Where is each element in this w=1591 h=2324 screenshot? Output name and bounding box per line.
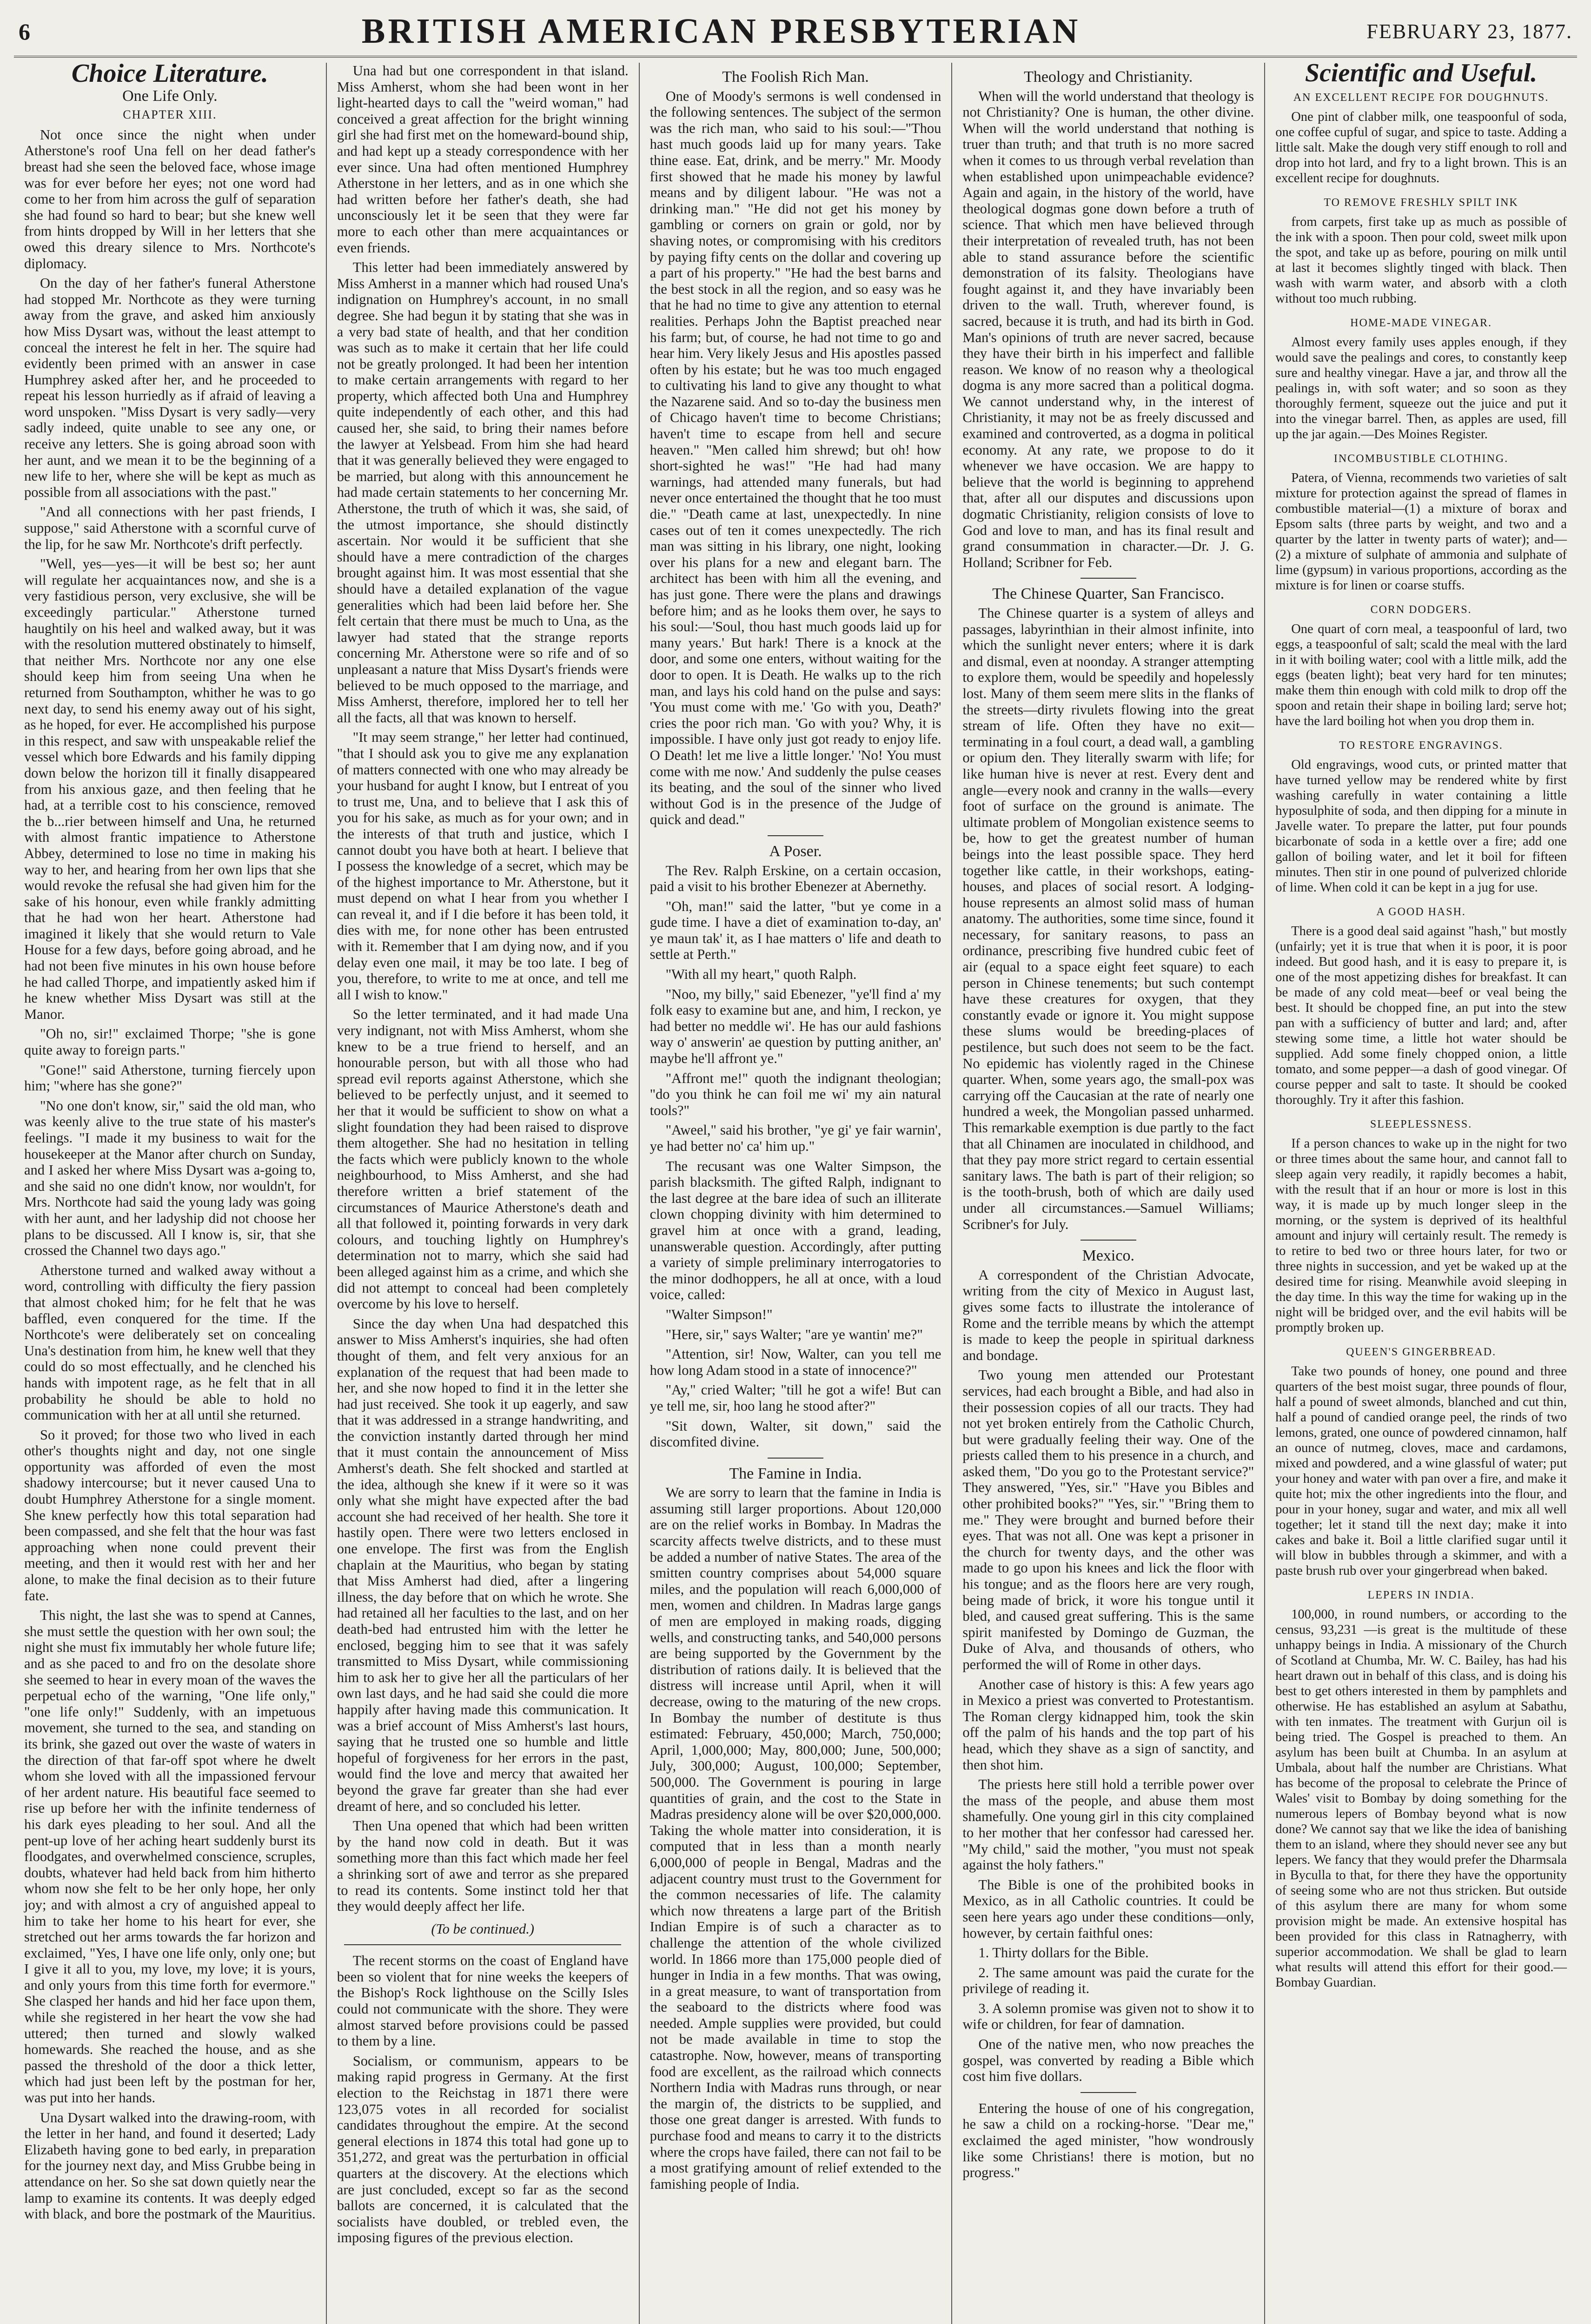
paragraph: "Aweel," said his brother, "ye gi' ye fair warnin', ye had better no' ca' him up." [650, 1122, 941, 1154]
masthead [19, 9, 1572, 53]
paragraph: We are sorry to learn that the famine in India is assuming still larger proportions. About 120,000 are on the relief works in Bombay. In Madras the scarcity affects twelve districts, and to these must be added a number of native States. The area of the smitten country comprises about 54,000 square miles, and the population will reach 6,000,000 of men, women and children. In Madras large gangs of men are employed in making roads, digging wells, and constructing tanks, and 540,000 persons are being supported by the Government by the distribution of rations daily. It is believed that the distress will increase until April, when it will decrease, owing to the maturing of the new crops. In Bombay the number of destitute is thus estimated: February, 450,000; March, 750,000; April, 1,000,000; May, 800,000; June, 500,000; July, 300,000; August, 100,000; September, 500,000. The Government is pouring in large quantities of grain, and the cost to the State in Madras presidency alone will be over $20,000,000. Taking the whole matter into consideration, it is computed that in less than a month nearly 6,000,000 of people in Bengal, Madras and the adjacent country must trust to the Government for the common necessaries of life. The calamity which now threatens a large part of the British Indian Empire is of such a character as to challenge the attention of the whole civilized world. In 1866 more than 175,000 people died of hunger in India in a few months. That was owing, in a great measure, to want of transportation from the seaboard to the districts where food was needed. Ample supplies were provided, but could not be made available in time to stop the catastrophe. Now, however, means of transporting food are excellent, as the railroad which connects Northern India with Madras runs through, or near the margin of, the districts to be supplied, and those one great danger is arrested. With funds to purchase food and means to carry it to the districts where the crops have failed, there can not fail to be a most gratifying amount of relief extended to the famishing people of India. [650, 1485, 941, 2192]
paragraph: A correspondent of the Christian Advocate, writing from the city of Mexico in August last, gives some facts to illustrate the intolerance of Rome and the terrible means by which the attempt is made to keep the people in spiritual darkness and bondage. [962, 1267, 1254, 1363]
columns [14, 63, 1577, 2324]
recipe-title: CORN DODGERS. [1370, 604, 1472, 616]
article-title: The Famine in India. [729, 1465, 862, 1482]
paragraph: "No one don't know, sir," said the old man, who was keenly alive to the true state of his master's feelings. "I made it my business to wait for the housekeeper at the Manor after church on Sunday, and I asked her where Miss Dysart was a-going to, and she said no one didn't know, nor wouldn't, for Mrs. Northcote had said the young lady was going with her aunt, and her ladyship did not choose her plans to be discussed. All I know is, sir, that she crossed the Channel two days ago." [24, 1097, 316, 1259]
paragraph: When will the world understand that theology is not Christianity? One is human, the other divine. When will the world understand that nothing is truer than truth; and that truth is no more sacred when it comes to us through verbal revelation than when established upon unimpeachable evidence? Again and again, in the history of the world, have theological dogmas gone down before a truth of science. That which men have believed through their interpretation of revealed truth, has not been able to stand assurance before the scientific demonstration of its falsity. Theologians have fought against it, and they have invariably been driven to the wall. Truth, wherever found, is sacred, because it is truth, and had its birth in God. Man's opinions of truth are never sacred, because they have their birth in his imperfect and fallible reason. We know of no reason why a theological dogma is any more sacred than a political dogma. We cannot understand why, in the interest of Christianity, it may not be as freely discussed and examined and controverted, as a dogma in political economy. At any rate, we propose to do it whenever we have occasion. We are happy to believe that the world is beginning to apprehend that, after all our disputes and discussions upon dogmatic Christianity, religion consists of love to God and love to man, and has its final result and grand consummation in character.—Dr. J. G. Holland; Scribner for Feb. [962, 88, 1254, 570]
paragraph: "Attention, sir! Now, Walter, can you tell me how long Adam stood in a state of innocence?" [650, 1346, 941, 1378]
paragraph: There is a good deal said against "hash," but mostly (unfairly; yet it is true that when it is poor, it is poor indeed. But good hash, and it is easy to prepare it, is one of the most appetizing dishes for breakfast. It can be made of any cold meat—beef or veal being the best. It should be chopped fine, an put into the stew pan with a sufficiency of butter and lard; and, after stewing some time, a little hot water should be supplied. Add some finely chopped onion, a little tomato, and some pepper—a dash of good vinegar. Of course pepper and salt to taste. It should be cooked thoroughly. Try it after this fashion. [1275, 924, 1567, 1107]
paragraph: One pint of clabber milk, one teaspoonful of soda, one coffee cupful of sugar, and spice to taste. Adding a little salt. Make the dough very stiff enough to roll and drop into hot lard, and fry to a light brown. This is an excellent recipe for doughnuts. [1275, 110, 1567, 185]
page-number: 6 [19, 18, 30, 45]
paragraph: Since the day when Una had despatched this answer to Miss Amherst's inquiries, she had often thought of them, and felt very anxious for an explanation of the request that had been made to her, and she now hoped to find it in the letter she had just received. She took it up eagerly, and saw that it was addressed in a strange handwriting, and the conviction instantly darted through her mind that it must contain the announcement of Miss Amherst's death. She felt shocked and startled at the idea, although she knew if it were so it was only what she might have expected after the bad account she had received of her health. She tore it hastily open. There were two letters enclosed in one envelope. The first was from the English chaplain at the Mauritius, who began by stating that Miss Amherst had died, after a lingering illness, the day before that on which he wrote. She had retained all her faculties to the last, and on her death-bed had entrusted him with the letter he enclosed, begging him to see that it was safely transmitted to Miss Dysart, while commissioning him to ask her to give her all the particulars of her own last days, and he had said she could die more happily after having made this communication. It was a brief account of Miss Amherst's last hours, saying that he trusted one so humble and little hopeful of forgiveness for her errors in the past, would find the love and mercy that awaited her beyond the grave far greater than she had ever dreamt of here, and so concluded his letter. [337, 1315, 629, 1814]
divider [1081, 2092, 1136, 2093]
paragraph: This night, the last she was to spend at Cannes, she must settle the question with her own soul; the night she must fix immutably her whole future life; and as she paced to and fro on the desolate shore she seemed to hear in every moan of the waves the perpetual echo of the warning, "One life only," "one life only!" Suddenly, with an impetuous movement, she turned to the sea, and standing on its brink, she gazed out over the waste of waters in the direction of that far-off spot where he dwelt whom she loved with all the impassioned fervour of her ardent nature. His beautiful face seemed to rise up before her with the infinite tenderness of his dark eyes pleading to her soul. And all the pent-up love of her aching heart suddenly burst its floodgates, and overwhelmed conscience, scruples, doubts, whatever had held back from him hitherto whom now she felt to be her only hope, her only joy; and with almost a cry of anguished appeal to him to take her home to his heart for ever, she stretched out her arms towards the far horizon and exclaimed, "Yes, I have one life only, only one; but I give it all to you, my love, my love; it is yours, and only yours from this time forth for evermore." She clasped her hands and hid her face upon them, while she registered in her heart the vow she had uttered; then turned and slowly walked homewards. She reached the house, and as she passed the threshold of the door a thick letter, which had just been left by the postman for her, was put into her hands. [24, 1607, 316, 2106]
newspaper-title: BRITISH AMERICAN PRESBYTERIAN [361, 12, 1081, 51]
recipe-title: SLEEPLESSNESS. [1370, 1118, 1472, 1130]
section-heading: Scientific and Useful. [1305, 63, 1538, 87]
paragraph: "And all connections with her past friends, I suppose," said Atherstone with a scornful curve of the lip, for he saw Mr. Northcote's drift perfectly. [24, 504, 316, 552]
article-title: Theology and Christianity. [1024, 68, 1193, 86]
story-title: One Life Only. [122, 87, 218, 105]
recipe-title: AN EXCELLENT RECIPE FOR DOUGHNUTS. [1293, 92, 1549, 104]
recipe-title: A GOOD HASH. [1376, 906, 1466, 918]
paragraph: Una had but one correspondent in that island. Miss Amherst, whom she had been wont in her light-hearted days to call the "weird woman," had conceived a great affection for the bright winning girl she had first met on the homeward-bound ship, and had kept up a steady correspondence with her ever since. Una had often mentioned Humphrey Atherstone in her letters, and as in one which she had written before her father's death, she had unconsciously let it be seen that they were far more to each other than mere acquaintances or even friends. [337, 63, 629, 256]
paragraph: Almost every family uses apples enough, if they would save the pealings and cores, to constantly keep sure and healthy vinegar. Have a jar, and throw all the pealings in, with soft water; and so soon as they thoroughly ferment, squeeze out the juice and put it into the vinegar barrel. Then, as apples are used, fill up the jar again.—Des Moines Register. [1275, 335, 1567, 442]
paragraph: So the letter terminated, and it had made Una very indignant, not with Miss Amherst, whom she knew to be a true friend to herself, and an honourable person, but with all those who had spread evil reports against Atherstone, which she believed to be perfectly unjust, and it seemed to her that it would be sufficient to show on what a slight foundation they had been raised to disprove them altogether. She had no hesitation in telling the facts which were publicly known to the whole neighbourhood, to Miss Amherst, and she had therefore written a brief statement of the circumstances of Maurice Atherstone's death and all that followed it, pointing forwards in very dark colours, and touching lightly on Humphrey's determination not to marry, which she said had been alleged against him as a crime, and which she did not attempt to conceal had been completely overcome by his love to herself. [337, 1006, 629, 1312]
recipe-title: INCOMBUSTIBLE CLOTHING. [1333, 453, 1509, 465]
paragraph: Then Una opened that which had been written by the hand now cold in death. But it was something more than this fact which made her feel a shrinking sort of awe and terror as she prepared to read its contents. Some instinct told her that they would deeply affect her life. [337, 1818, 629, 1915]
divider [768, 835, 823, 836]
recipe-title: TO REMOVE FRESHLY SPILT INK [1324, 197, 1518, 209]
paragraph: Not once since the night when under Atherstone's roof Una fell on her dead father's breast had she seen the beloved face, whose image was for ever before her eyes; not one word had come to her from him across the gulf of separation she had found so hard to bear; but she knew well from hints dropped by Will in her letters that she owed this dreary silence to Mrs. Northcote's diplomacy. [24, 126, 316, 271]
paragraph: This letter had been immediately answered by Miss Amherst in a manner which had roused Una's indignation on Humphrey's account, in no small degree. She had begun it by stating that she was in a very bad state of health, and that her condition was such as to make it certain that her life could not be greatly prolonged. It had been her intention to make certain arrangements with regard to her property, which affected both Una and Humphrey quite independently of each other, and this had caused her, she said, to bring their names before the lawyer at Yelsbead. From him she had heard that it was generally believed they were engaged to be married, but along with this announcement he had made certain statements to her concerning Mr. Atherstone, the truth of which it was, she said, of the utmost importance, she should distinctly ascertain. Nor would it be sufficient that she should have a mere contradiction of the charges brought against him. It was most essential that she should have a detailed explanation of the vague generalities which had been laid before her. She felt certain that there must be much to Una, as the lawyer had stated that the strange reports concerning Mr. Atherstone were so rife and of so unpleasant a nature that Miss Dysart's friends were believed to be much opposed to the marriage, and Miss Amherst, therefore, implored her to tell her all the facts, all that was known to herself. [337, 259, 629, 726]
paragraph: Una Dysart walked into the drawing-room, with the letter in her hand, and found it deserted; Lady Elizabeth having gone to bed early, in preparation for the journey next day, and Miss Grubbe being in attendance on her. So she sat down quietly near the lamp to examine its contents. It was deeply edged with black, and bore the postmark of the Mauritius. [24, 2109, 316, 2222]
paragraph: Patera, of Vienna, recommends two varieties of salt mixture for protection against the spread of flames in combustible material—(1) a mixture of borax and Epsom salts (three parts by weight, and two and a quarter by the latter in twenty parts of water); and—(2) a mixture of sulphate of ammonia and sulphate of lime (gypsum) in various proportions, according as the mixture is for linen or coarse stuffs. [1275, 471, 1567, 593]
article-title: A Poser. [769, 842, 822, 860]
paragraph: If a person chances to wake up in the night for two or three times about the same hour, and cannot fall to sleep again very readily, it rapidly becomes a habit, with the result that if an hour or more is lost in this way, it is made up by much longer sleep in the morning, or the system is deprived of its healthful amount and injury will certainly result. The remedy is to retire to bed two or three hours later, for two or three nights in succession, and yet be waked up at the desired time for rising. Meanwhile avoid sleeping in the day time. In this way the time for waking up in the night will be bridged over, and the evil habits will be promptly broken up. [1275, 1136, 1567, 1335]
paragraph: "Oh no, sir!" exclaimed Thorpe; "she is gone quite away to foreign parts." [24, 1026, 316, 1058]
paragraph: "Oh, man!" said the latter, "but ye come in a gude time. I have a diet of examination to-day, an' ye maun tak' it, as I hae matters o' life and death to settle at Perth." [650, 898, 941, 963]
column-5 [1265, 63, 1577, 2324]
paragraph: Entering the house of one of his congregation, he saw a child on a rocking-horse. "Dear me," exclaimed the aged minister, "how wondrously like some Christians! there is motion, but no progress." [962, 2100, 1254, 2181]
column-3 [640, 63, 953, 2324]
news-item: Socialism, or communism, appears to be making rapid progress in Germany. At the first election to the Reichstag in 1871 there were 123,075 votes in all recorded for socialist candidates throughout the empire. At the second general elections in 1874 this total had gone up to 351,272, and great was the perturbation in official quarters at the discovery. At the elections which are just concluded, except so far as the second ballots are concerned, it is calculated that the socialists have doubled, or trebled even, the imposing figures of the previous election. [337, 2053, 629, 2246]
paragraph: Old engravings, wood cuts, or printed matter that have turned yellow may be rendered white by first washing carefully in water containing a little hyposulphite of soda, and then dipping for a minute in Javelle water. To prepare the latter, put four pounds bicarbonate of soda in a kettle over a fire; add one gallon of boiling water, and let it boil for fifteen minutes. Then stir in one pound of pulverized chloride of lime. When cold it can be kept in a jug for use. [1275, 758, 1567, 895]
chapter-heading: CHAPTER XIII. [123, 108, 217, 122]
paragraph: "Walter Simpson!" [665, 1306, 773, 1322]
section-heading: Choice Literature. [71, 63, 268, 88]
paragraph: "Here, sir," says Walter; "are ye wantin' me?" [665, 1326, 923, 1342]
continued-note: (To be continued.) [431, 1921, 535, 1937]
paragraph: "Sit down, Walter, sit down," said the discomfited divine. [650, 1418, 941, 1450]
paragraph: "Well, yes—yes—it will be best so; her aunt will regulate her acquaintances now, and she is a very fastidious person, very exclusive, she will be exceedingly particular." Atherstone turned haughtily on his heel and walked away, but it was with the resolution muttered obstinately to himself, that neither Mrs. Northcote nor any one else should keep him from seeing Una when he returned from Southampton, whither he was to go next day, to send his enemy away out of his sight, as he hoped, for ever. He accomplished his purpose in this respect, and saw with unspeakable relief the vessel which bore Edwards and his family dipping down below the horizon till it finally disappeared from his anxious gaze, and then feeling that he had, at a terrible cost to his conscience, removed the b...rier between himself and Una, he returned with almost frantic impatience to Atherstone Abbey, determined to lose no time in making his way to her, and hearing from her own lips that she would revoke the refusal she had given him for the sake of his honour, even while frankly admitting that he had won her heart. Atherstone had imagined it likely that she would return to Vale House for a few days, before going abroad, and he had not been five minutes in his own house before he had called Thorpe, and impatiently asked him if he knew whether Miss Dysart was still at the Manor. [24, 556, 316, 1022]
paragraph: The Bible is one of the prohibited books in Mexico, as in all Catholic countries. It could be seen here years ago under these conditions—only, however, by certain faithful ones: [962, 1876, 1254, 1941]
paragraph: "Ay," cried Walter; "till he got a wife! But can ye tell me, sir, hoo lang he stood after?" [650, 1382, 941, 1414]
paragraph: So it proved; for those two who lived in each other's thoughts night and day, not one single opportunity was afforded of even the most shadowy intercourse; but it never caused Una to doubt Humphrey Atherstone for a single moment. She knew perfectly how this total separation had been compassed, and she felt that the hour was fast approaching when none could prevent their meeting, and then it would rest with her and her alone, to make the final decision as to their future fate. [24, 1426, 316, 1604]
masthead-rule [14, 56, 1577, 58]
paragraph: The Chinese quarter is a system of alleys and passages, labyrinthian in their almost infinite, into which the sunlight never enters; where it is dark and dismal, even at noonday. A stranger attempting to explore them, would be speedily and hopelessly lost. Many of them seem mere slits in the flanks of the streets—dirty rivulets flowing into the great stream of life. Often they have no exit—terminating in a foul court, a dead wall, a gambling or opium den. They literally swarm with life; for like human hive is never at rest. Every dent and angle—every nook and cranny in the walls—every foot of surface on the ground is animate. The ultimate problem of Mongolian existence seems to be, how to get the greatest number of human beings into the least possible space. They herd together like cattle, in their workshops, eating-houses, and places of social resort. A lodging-house represents an almost solid mass of human anatomy. The authorities, some time since, found it necessary, for sanitary reasons, to pass an ordinance, prescribing five hundred cubic feet of air (equal to a space eight feet square) to each person in Chinese tenements; but such contempt have these creatures for oxygen, that they constantly evade or ignore it. You might suppose these slums would be breeding-places of pestilence, but such does not seem to be the fact. No epidemic has violently raged in the Chinese quarter. When, some years ago, the small-pox was carrying off the Caucasian at the rate of nearly one hundred a week, the Mongolian passed unharmed. This remarkable exemption is due partly to the fact that all Chinamen are inoculated in childhood, and that they pay more strict regard to certain essential sanitary laws. The bath is part of their religion; so is the tooth-brush, both of which are daily used under all circumstances.—Samuel Williams; Scribner's for July. [962, 605, 1254, 1232]
paragraph: 100,000, in round numbers, or according to the census, 93,231 —is great is the multitude of these unhappy beings in India. A missionary of the Church of Scotland at Chumba, Mr. W. C. Bailey, has had his heart drawn out in behalf of this class, and is doing his best to get others interested in them by pamphlets and otherwise. He has established an asylum at Sabathu, with ten inmates. The treatment with Gurjun oil is being tried. The Gospel is preached to them. An asylum has been built at Chumba. In an asylum at Umbala, about half the number are Christians. What has become of the proposal to celebrate the Prince of Wales' visit to Bombay by doing something for the numerous lepers of Bombay beyond what is now done? We cannot say that we like the idea of banishing them to an island, where they should never see any but lepers. We fancy that they would prefer the Dharmsala in Byculla to that, for there they have the opportunity of seeing some who are not thus stricken. But outside of this asylum there are many for whom some provision might be made. An extensive hospital has been provided for this class in Ratnagherry, with superior accommodation. We shall be glad to learn what results will attend this effort for their good.—Bombay Guardian. [1275, 1607, 1567, 1990]
paragraph: The recusant was one Walter Simpson, the parish blacksmith. The gifted Ralph, indignant to the last degree at the bare idea of such an illiterate clown chopping divinity with him determined to gravel him at once with a grand, leading, unanswerable question. Accordingly, after putting a variety of simple preliminary interrogatories to the minor dodhoppers, he all at once, with a loud voice, called: [650, 1158, 941, 1303]
issue-date: FEBRUARY 23, 1877. [1366, 20, 1572, 43]
paragraph: One of Moody's sermons is well condensed in the following sentences. The subject of the sermon was the rich man, who said to his soul:—"Thou hast much goods laid up for many years. Take thine ease. Eat, drink, and be merry." Mr. Moody first showed that he made his money by lawful means and by diligent labour. "He was not a drinking man." "He did not get his money by gambling or corners on grain or gold, nor by shaving notes, or compromising with his creditors by paying fifty cents on the dollar and covering up a part of his property." "He had the best barns and the best stock in all the region, and so easy was he that he had no time to give any attention to eternal realities. Perhaps John the Baptist preached near his farm; but, of course, he had not time to go and hear him. Very likely Jesus and His apostles passed often by his estate; but he was too much engaged to cultivating his land to give any thought to what the Nazarene said. And so to-day the business men of Chicago haven't time to become Christians; haven't time to escape from hell and secure heaven." "Men called him shrewd; but oh! how short-sighted he was!" "He had had many warnings, had attended many funerals, but had never once entertained the thought that he too must die." "Death came at last, unexpectedly. In nine cases out of ten it comes unexpectedly. The rich man was sitting in his library, one night, looking over his plans for a new and elegant barn. The architect has been with him all the evening, and has just gone. There were the plans and drawings before him; and as he looks them over, he says to his soul:—'Soul, thou hast much goods laid up for many years.' But hark! There is a knock at the door, and some one enters, without waiting for the door to open. It is Death. He walks up to the rich man, and lays his cold hand on the pulse and says: 'You must come with me.' 'Go with you, Death?' cries the poor rich man. 'Go with you? Why, it is impossible. I have only just got ready to enjoy life. O Death! let me live a little longer.' 'No! You must come with me now.' And suddenly the pulse ceases its beating, and the soul of the sinner who lived without God is in the presence of the Judge of quick and dead." [650, 88, 941, 828]
divider [1081, 1240, 1136, 1241]
recipe-title: LEPERS IN INDIA. [1367, 1589, 1475, 1601]
article-title: The Foolish Rich Man. [722, 68, 869, 86]
paragraph: Take two pounds of honey, one pound and three quarters of the best moist sugar, three pounds of flour, half a pound of sweet almonds, blanched and cut thin, half a pound of candied orange peel, the rinds of two lemons, grated, one ounce of powdered cinnamon, half an ounce of nutmeg, cloves, mace and cardamons, mixed and powdered, and a wine glassful of water; put your honey and water with pan over a fire, and make it quite hot; mix the other ingredients into the flour, and pour in your honey, sugar and water, and mix all well together; let it stand till the next day; make it into cakes and bake it. Boil a little clarified sugar until it will blow in bubbles through a skimmer, and with a paste brush rub over your gingerbread when baked. [1275, 1364, 1567, 1578]
column-1 [14, 63, 327, 2324]
paragraph: The priests here still hold a terrible power over the mass of the people, and abuse them most shamefully. One young girl in this city complained to her mother that her confessor had caressed her. "My child," said the mother, "you must not speak against the holy fathers." [962, 1776, 1254, 1873]
paragraph: Atherstone turned and walked away without a word, controlling with difficulty the fiery passion that almost choked him; for he felt that he was baffled, even conquered for the time. If the Northcote's were deliberately set on concealing Una's destination from him, he knew well that they could do so most effectually, and he clenched his hands with impotent rage, as he felt that in all probability he should be able to hold no communication with her at all until she returned. [24, 1262, 316, 1423]
paragraph: "Affront me!" quoth the indignant theologian; "do you think he can foil me wi' my ain natural tools?" [650, 1070, 941, 1118]
paragraph: from carpets, first take up as much as possible of the ink with a spoon. Then pour cold, sweet milk upon the spot, and take up as before, pouring on milk until at last it becomes slightly tinged with black. Then wash with warm water, and absorb with a cloth without too much rubbing. [1275, 215, 1567, 306]
paragraph: The Rev. Ralph Erskine, on a certain occasion, paid a visit to his brother Ebenezer at Abernethy. [650, 862, 941, 895]
article-title: The Chinese Quarter, San Francisco. [992, 585, 1225, 603]
list-item: 2. The same amount was paid the curate for the privilege of reading it. [962, 1964, 1254, 1997]
divider [768, 1458, 823, 1459]
recipe-title: HOME-MADE VINEGAR. [1350, 317, 1492, 329]
column-2 [327, 63, 640, 2324]
divider [1081, 578, 1136, 579]
paragraph: One of the native men, who now preaches the gospel, was converted by reading a Bible which cost him five dollars. [962, 2036, 1254, 2085]
paragraph: Two young men attended our Protestant services, had each brought a Bible, and had also in their possession copies of all our tracts. They had not yet broken entirely from the Catholic Church, but were gradually feeling their way. One of the priests called them to his presence in a church, and asked them, "Do you go to the Protestant service?" They answered, "Yes, sir." "Have you Bibles and other prohibited books?" "Yes, sir." "Bring them to me." They were brought and burned before their eyes. That was not all. One was kept a prisoner in the church for twenty days, and the other was made to go upon his knees and lick the floor with his tongue; and as the floors here are very rough, being made of brick, it wore his tongue until it bled, and caused great suffering. This is the same spirit manifested by Domingo de Guzman, the Duke of Alva, and thousands of others, who performed the will of Rome in other days. [962, 1367, 1254, 1672]
article-title: Mexico. [1082, 1247, 1134, 1265]
paragraph: Another case of history is this: A few years ago in Mexico a priest was converted to Protestantism. The Roman clergy kidnapped him, took the skin off the palm of his hands and the top part of his head, which they shave as a sign of sanctity, and then shot him. [962, 1676, 1254, 1773]
column-4 [952, 63, 1265, 2324]
paragraph: "Noo, my billy," said Ebenezer, "ye'll find a' my folk easy to examine but ane, and him, I reckon, ye had better no meddle wi'. He has our auld fashions way o' answerin' ae question by putting anither, an' maybe he'll affront ye." [650, 986, 941, 1067]
list-item: 1. Thirty dollars for the Bible. [978, 1945, 1149, 1961]
paragraph: "With all my heart," quoth Ralph. [665, 966, 857, 983]
paragraph: "Gone!" said Atherstone, turning fiercely upon him; "where has she gone?" [24, 1062, 316, 1094]
paragraph: "It may seem strange," her letter had continued, "that I should ask you to give me any explanation of matters connected with one who may already be your husband for aught I know, but I entreat of you to trust me, Una, and to believe that I ask this of you for his sake, as much as for your own; and in the interests of that truth and justice, which I cannot doubt you have both at heart. I believe that I possess the knowledge of a secret, which may be of the highest importance to Mr. Atherstone, but it must depend on what I hear from you whether I can reveal it, and if I die before it has been told, it dies with me, for none other has been entrusted with it. Remember that I am dying now, and if you delay even one mail, it may be too late. I beg of you, therefore, to write to me at once, and tell me all I wish to know." [337, 729, 629, 1003]
list-item: 3. A solemn promise was given not to show it to wife or children, for fear of damnation. [962, 2000, 1254, 2033]
recipe-title: QUEEN'S GINGERBREAD. [1346, 1346, 1497, 1358]
divider [344, 1944, 621, 1945]
paragraph: One quart of corn meal, a teaspoonful of lard, two eggs, a teaspoonful of salt; scald the meal with the lard in it with boiling water; cool with a little milk, add the eggs (beaten light); beat very hard for ten minutes; make them thin enough with cold milk to drop off the spoon and retain their shape in boiling lard; serve hot; have the lard boiling hot when you drop them in. [1275, 622, 1567, 728]
news-item: The recent storms on the coast of England have been so violent that for nine weeks the keepers of the Bishop's Rock lighthouse on the Scilly Isles could not communicate with the shore. They were almost starved before provisions could be passed to them by a line. [337, 1953, 629, 2049]
recipe-title: TO RESTORE ENGRAVINGS. [1339, 739, 1503, 752]
paragraph: On the day of her father's funeral Atherstone had stopped Mr. Northcote as they were turning away from the grave, and asked him anxiously how Miss Dysart was, without the least attempt to conceal the interest he felt in her. The squire had evidently been primed with an answer in case Humphrey asked after her, and he proceeded to repeat his lesson hurriedly as if afraid of leaving a word unspoken. "Miss Dysart is very sadly—very sadly indeed, quite unable to see any one, or receive any letters. She is going abroad soon with her aunt, and we mean it to be the beginning of a new life to her, where she will be kept as much as possible from all associations with the past." [24, 275, 316, 500]
